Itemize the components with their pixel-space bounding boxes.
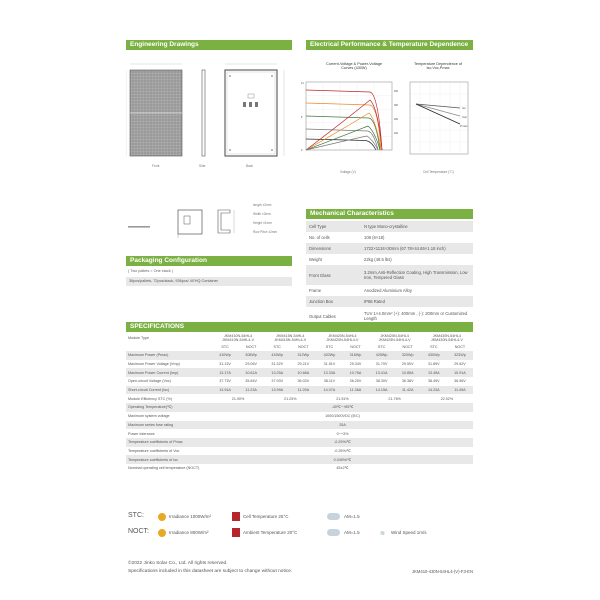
model-name: JKM415N-54HL4 — [276, 334, 305, 339]
spec-value: 308Wp — [245, 353, 257, 358]
spec-value: 37.93V — [271, 379, 284, 384]
table-row — [126, 351, 473, 360]
spec-value: 13.33A — [323, 370, 336, 375]
table-row — [126, 386, 473, 395]
spec-key: Open-circuit Voltage (Voc) — [128, 379, 171, 384]
spec-key: Maximum Power Voltage (Vmp) — [128, 362, 180, 367]
spec-key: Maximum Power Current (Imp) — [128, 370, 179, 375]
table-row — [306, 254, 473, 265]
module-type-label: Module Type — [128, 336, 150, 341]
table-row — [306, 307, 473, 325]
spec-value: -0.29%/℃ — [334, 440, 351, 445]
svg-text:8: 8 — [301, 116, 303, 119]
spec-value: 29.34V — [349, 362, 362, 367]
temp-legend-voc: Voc — [462, 115, 468, 119]
spec-value: 31.32V — [271, 362, 284, 367]
dim-width: Width ±2mm — [253, 212, 271, 216]
noct-label: NOCT: — [128, 528, 149, 535]
copyright: ©2022 Jinko Solar Co., Ltd. All rights reserved. — [128, 561, 228, 566]
model-col-420 — [316, 334, 368, 343]
table-row — [126, 438, 473, 447]
spec-value: 25A — [339, 422, 346, 427]
mech-value: 22kg (48.5 lbs) — [364, 257, 392, 262]
spec-value: 13.25A — [271, 370, 284, 375]
dim-row-pitch: Row Pitch ±2mm — [253, 230, 278, 234]
efficiency-value: 21.00% — [231, 396, 245, 401]
spec-key: Nominal operating cell temperature (NOCT) — [128, 466, 200, 471]
temp-legend-pmax: Pmax — [460, 124, 468, 128]
stc-header: STC — [430, 344, 438, 349]
spec-value: 0.045%/℃ — [333, 457, 352, 462]
table-row — [306, 296, 473, 307]
spec-key: Temperature coefficients of Voc — [128, 448, 180, 453]
spec-value: 13.17A — [219, 370, 231, 375]
air-mass-stc-icon — [327, 513, 340, 520]
back-label: Back — [246, 164, 254, 168]
iv-pv-curves-chart — [300, 78, 405, 158]
spec-value: 31.70V — [375, 362, 388, 367]
table-row — [306, 285, 473, 296]
packaging-configuration-header: Packaging Configuration — [126, 256, 292, 266]
spec-value: 35.84V — [245, 379, 257, 384]
stc-header: STC — [377, 344, 386, 349]
spec-key: Maximum Power (Pmax) — [128, 353, 169, 358]
spec-value: 13.49A — [427, 370, 440, 375]
spec-key: Maximum system voltage — [128, 414, 170, 419]
dim-height: Height ±1mm — [253, 221, 272, 225]
spec-value: 14.15A — [375, 388, 388, 393]
module-side-view — [202, 70, 205, 156]
table-row — [126, 394, 473, 403]
noct-wind: Wind Speed 1m/s — [391, 530, 427, 535]
noct-header: NOCT — [298, 344, 309, 349]
temp-legend-isc: Isc — [462, 106, 466, 110]
spec-value: 29.21V — [297, 362, 310, 367]
spec-key: Operating Temperature(℃) — [128, 405, 173, 410]
common-rows — [126, 403, 473, 473]
spec-value: -0.25%/℃ — [334, 448, 351, 453]
table-row — [126, 464, 473, 473]
svg-text:200: 200 — [394, 118, 398, 121]
mech-key: Junction Box — [309, 299, 333, 304]
temperature-stc-icon — [232, 512, 240, 521]
dim-length: length ±2mm — [253, 203, 272, 207]
specifications-table — [126, 334, 473, 473]
spec-value: 320Wp — [401, 353, 414, 358]
spec-value: 37.73V — [219, 379, 231, 384]
spec-value: 31.13V — [219, 362, 231, 367]
frame-cross-section — [126, 200, 246, 242]
irradiance-stc-icon — [158, 513, 166, 521]
spec-key: Maximum series fuse rating — [128, 422, 174, 427]
spec-value: 13.41A — [375, 370, 388, 375]
spec-value: 38.49V — [427, 379, 440, 384]
model-col-430 — [421, 334, 473, 343]
model-name-v: JKM430N-54HL4-V — [430, 338, 463, 343]
iv-chart-title — [314, 62, 394, 70]
spec-value: 10.91A — [454, 370, 466, 375]
table-row — [126, 421, 473, 430]
temp-x-axis-label: Cell Temperature (°C) — [423, 170, 454, 174]
mechanical-table — [306, 221, 473, 325]
model-name-v: JKM420N-54HL4-V — [326, 338, 359, 343]
dimension-notes — [253, 203, 293, 234]
spec-value: 38.11V — [323, 379, 336, 384]
electrical-performance-header: Electrical Performance & Temperature Dependence — [306, 40, 473, 50]
spec-value: 10.68A — [297, 370, 310, 375]
model-name: JKM430N-54HL4 — [432, 334, 462, 339]
spec-value: 45±2℃ — [336, 466, 349, 471]
table-row — [126, 334, 473, 343]
svg-text:400: 400 — [394, 90, 398, 93]
spec-value: 10.61A — [245, 370, 257, 375]
model-name: JKM420N-54HL4 — [328, 334, 357, 339]
model-col-425 — [369, 334, 421, 343]
spec-value: 312Wp — [297, 353, 310, 358]
svg-text:14: 14 — [301, 82, 304, 85]
mech-key: Dimensions — [309, 246, 331, 251]
model-name: JKM425N-54HL4 — [380, 334, 409, 339]
noct-header: NOCT — [245, 344, 257, 349]
stc-header: STC — [273, 344, 281, 349]
irradiance-noct-icon — [158, 529, 166, 537]
spec-value: 29.50V — [401, 362, 414, 367]
stc-irradiance: Irradiance 1000W/m² — [169, 514, 212, 519]
model-name-v: JKM410N-54HL4-V — [222, 338, 255, 343]
efficiency-value: 21.76% — [388, 396, 401, 401]
spec-value: 1000/1500VDC (IEC) — [325, 414, 360, 419]
mech-key: Frame — [309, 288, 322, 293]
table-row — [126, 360, 473, 369]
stc-header: STC — [325, 344, 334, 349]
engineering-drawings-header: Engineering Drawings — [126, 40, 292, 50]
spec-value: 13.91A — [219, 388, 231, 393]
spec-value: 14.23A — [427, 388, 440, 393]
table-row — [306, 243, 473, 254]
table-row — [126, 412, 473, 421]
spec-value: 316Wp — [349, 353, 362, 358]
table-row — [126, 343, 473, 352]
spec-value: 14.07A — [323, 388, 336, 393]
document-id: JKM410-430N-54HL4-(V)-F3-EN — [412, 569, 473, 574]
front-label: Front — [152, 164, 160, 168]
table-row — [306, 265, 473, 285]
temp-title-line2: Isc,Voc,Pmax — [426, 66, 450, 70]
spec-value: 10.76A — [349, 370, 362, 375]
specifications-header: SPECIFICATIONS — [126, 322, 473, 332]
table-row — [126, 377, 473, 386]
iv-title-line1: Current-Voltage & Power-Voltage — [326, 62, 382, 66]
notice: Specifications included in this datasheet are subject to change without notice. — [128, 569, 293, 574]
table-row — [126, 368, 473, 377]
spec-value: 36.03V — [297, 379, 310, 384]
model-col-410 — [212, 334, 264, 343]
mech-value: N type Mono-crystalline — [364, 224, 408, 229]
temperature-noct-icon — [232, 528, 240, 537]
wind-icon: ≋ — [380, 531, 386, 537]
spec-value: 29.62V — [454, 362, 466, 367]
mech-value: 108 (6×18) — [364, 235, 385, 240]
spec-value: 31.89V — [427, 362, 440, 367]
iv-title-line2: Curves (430W) — [341, 66, 367, 70]
spec-value: 425Wp — [375, 353, 388, 358]
svg-text:100: 100 — [394, 132, 398, 135]
mech-value: TUV 1×4.0mm² (+): 400mm , (-): 200mm or Customized Length — [364, 311, 468, 321]
mech-value: 3.2mm,Anti-Reflection Coating, High Transmission, Low Iron, Tempered Glass — [364, 270, 468, 280]
spec-value: 36.20V — [349, 379, 362, 384]
mech-value: IP68 Rated — [364, 299, 385, 304]
spec-value: -40℃~+85℃ — [331, 405, 354, 410]
spec-value: 36.38V — [401, 379, 414, 384]
stc-cell-temp: Cell Temperature 25°C — [243, 514, 289, 519]
mech-key: No. of cells — [309, 235, 330, 240]
packaging-subtitle: ( Two pallets = One stack ) — [128, 269, 173, 273]
svg-text:0: 0 — [301, 149, 303, 152]
mech-key: Front Glass — [309, 272, 331, 278]
noct-am: AM=1.5 — [344, 530, 360, 535]
noct-header: NOCT — [350, 344, 361, 349]
svg-text:300: 300 — [394, 104, 398, 107]
temp-chart-title — [406, 62, 470, 70]
spec-value: 11.29A — [297, 388, 310, 393]
module-back-view — [225, 64, 284, 156]
table-row — [126, 447, 473, 456]
spec-value: 11.36A — [349, 388, 362, 393]
spec-key: Temperature coefficients of Pmax — [128, 440, 183, 445]
spec-value: 10.85A — [401, 370, 414, 375]
stc-am: AM=1.5 — [344, 514, 360, 519]
model-col-415 — [264, 334, 316, 343]
table-row — [126, 455, 473, 464]
engineering-drawings — [126, 52, 292, 172]
spec-value: 38.30V — [375, 379, 388, 384]
stc-header: STC — [221, 344, 229, 349]
spec-key: Temperature coefficients of Isc — [128, 457, 178, 462]
spec-value: 430Wp — [427, 353, 440, 358]
efficiency-value: 22.02% — [440, 396, 454, 401]
stc-label: STC: — [128, 512, 144, 519]
model-name: JKM410N-54HL4 — [223, 334, 253, 339]
table-row — [126, 429, 473, 438]
spec-value: 11.49A — [454, 388, 466, 393]
packaging-line: 36pcs/pallets, 72pcs/stack, 936pcs/ 40'HQ Container — [126, 277, 292, 286]
spec-value: 13.99A — [271, 388, 284, 393]
spec-value: 323Wp — [454, 353, 466, 358]
mech-value: Anodized Aluminium Alloy — [364, 288, 412, 293]
table-row — [126, 403, 473, 412]
spec-key: Short-circuit Current (Isc) — [128, 388, 170, 393]
efficiency-value: 21.51% — [336, 396, 349, 401]
spec-value: 36.56V — [454, 379, 466, 384]
noct-header: NOCT — [454, 344, 466, 349]
spec-value: 11.42A — [401, 388, 414, 393]
iv-x-axis-label: Voltage (V) — [340, 170, 356, 174]
model-name-v: JKM415N-54HL4-V — [274, 338, 307, 343]
side-label: Side — [199, 164, 206, 168]
spec-value: 415Wp — [271, 353, 284, 358]
table-row — [306, 221, 473, 232]
model-name-v: JKM425N-54HL4-V — [378, 338, 411, 343]
air-mass-noct-icon — [327, 529, 340, 536]
efficiency-value: 21.25% — [284, 396, 297, 401]
spec-value: 0~+3% — [336, 431, 349, 436]
module-front-view — [126, 64, 182, 156]
temp-title-line1: Temperature Dependence of — [413, 62, 463, 66]
spec-value: 29.06V — [245, 362, 257, 367]
mech-key: Output Cables — [309, 313, 336, 319]
efficiency-label: Module Efficiency STC (%) — [128, 396, 172, 401]
mech-key: Weight — [309, 257, 322, 262]
spec-rows — [126, 351, 473, 394]
noct-header: NOCT — [402, 344, 413, 349]
spec-value: 31.51V — [323, 362, 336, 367]
spec-value: 420Wp — [323, 353, 336, 358]
noct-irradiance: Irradiance 800W/m² — [169, 530, 209, 535]
spec-value: 410Wp — [219, 353, 231, 358]
mech-value: 1722×1134×30mm (67.78×44.65×1.18 inch) — [364, 246, 446, 251]
mechanical-characteristics-header: Mechanical Characteristics — [306, 209, 473, 219]
spec-value: 11.23A — [245, 388, 257, 393]
mech-key: Cell Type — [309, 224, 327, 229]
table-row — [306, 232, 473, 243]
noct-ambient-temp: Ambient Temperature 20°C — [243, 530, 298, 535]
spec-key: Power tolerance — [128, 431, 155, 436]
